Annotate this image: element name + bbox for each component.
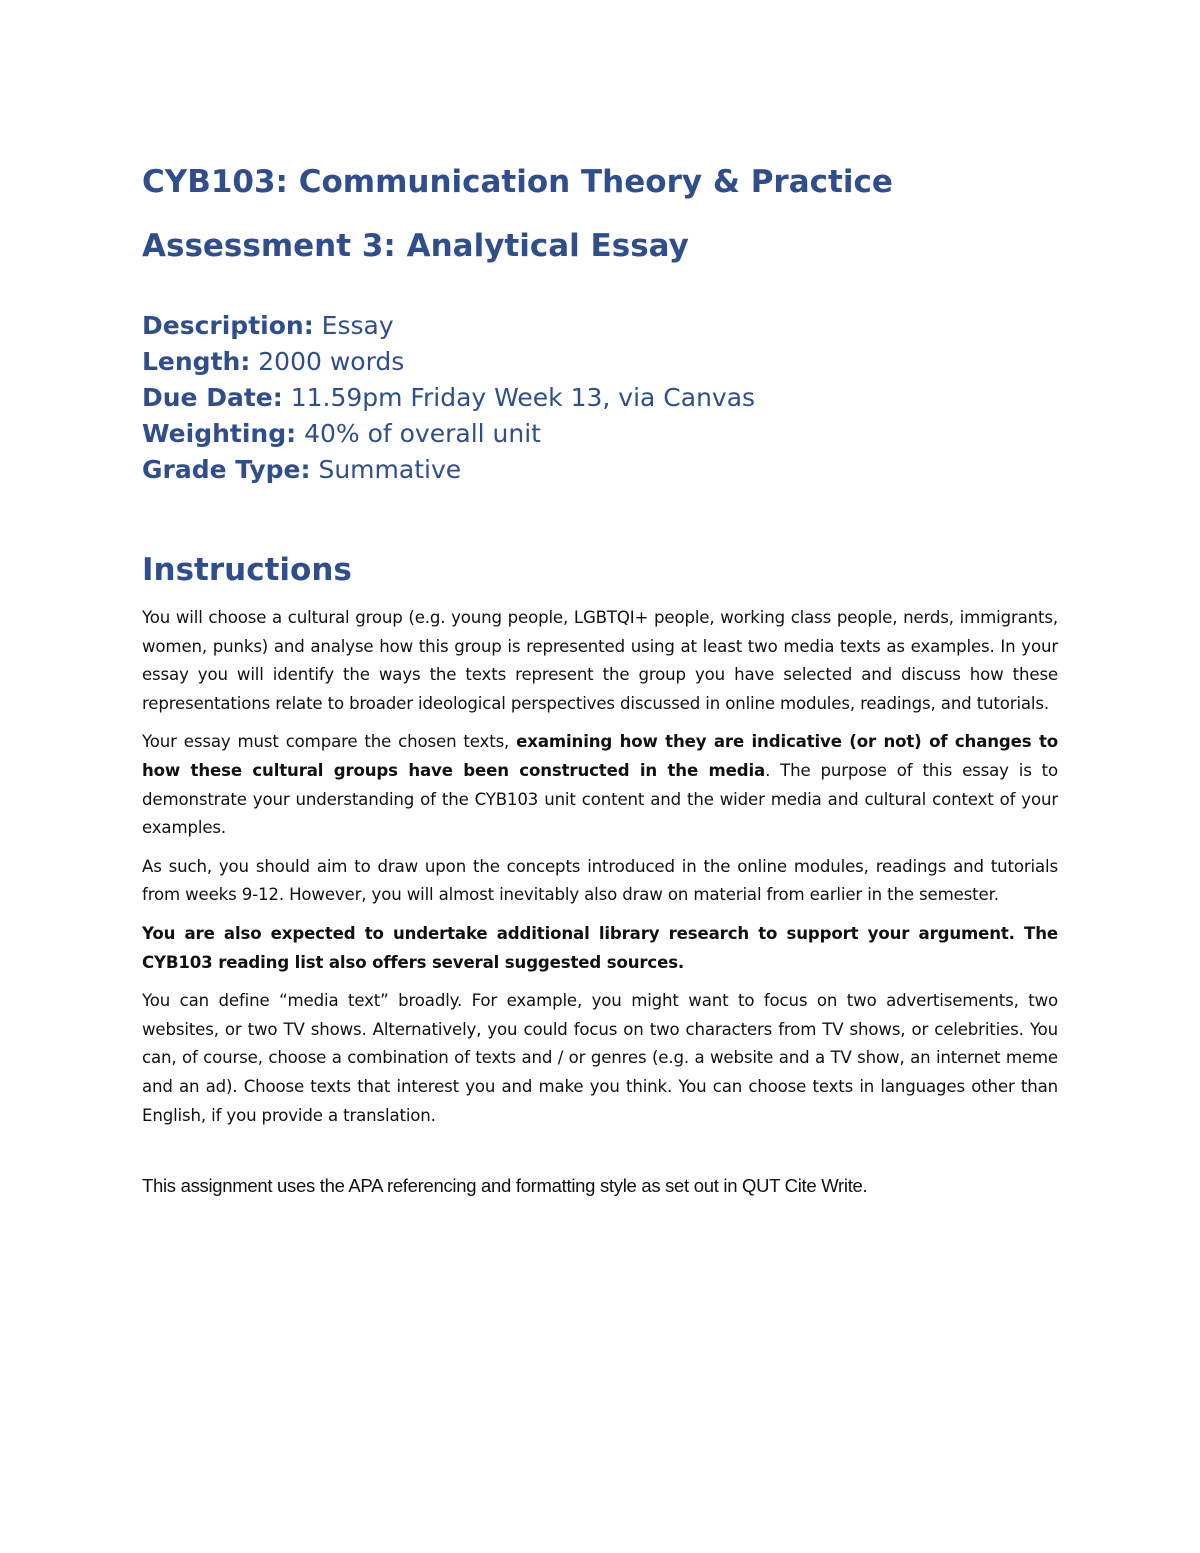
- detail-value: 11.59pm Friday Week 13, via Canvas: [282, 383, 756, 412]
- instructions-paragraph-2: [142, 728, 1058, 842]
- document-content: [142, 160, 1058, 1200]
- detail-length: [142, 344, 1058, 380]
- paragraph-2-end: . The purpose of this essay is to demonstrate your understanding of the CYB103 unit content and the wider media and cultural context of your examples.: [142, 760, 1059, 838]
- assessment-details: [142, 308, 1058, 488]
- detail-value: 2000 words: [250, 347, 405, 376]
- instructions-paragraph-1: You will choose a cultural group (e.g. young people, LGBTQI+ people, working class people, nerds, immigrants, women, punks) and analyse how this group is represented using at least two media texts as examples. In your essay you will identify the ways the texts represent the group you have selected and discuss how these representations relate to broader ideological perspectives discussed in online modules, readings, and tutorials.: [142, 608, 1058, 713]
- detail-label: Grade Type:: [142, 455, 311, 484]
- detail-value: Essay: [313, 311, 394, 340]
- instructions-paragraph-4: You are also expected to undertake additional library research to support your argument. The CYB103 reading list also offers several suggested sources.: [142, 923, 1058, 972]
- detail-label: Length:: [142, 347, 251, 376]
- paragraph-2-start: Your essay must compare the chosen texts,: [142, 732, 517, 752]
- unit-title: CYB103: Communication Theory & Practice: [142, 164, 893, 200]
- detail-value: Summative: [310, 455, 462, 484]
- detail-value: 40% of overall unit: [296, 419, 541, 448]
- detail-due-date: [142, 380, 1058, 416]
- instructions-heading: Instructions: [142, 552, 352, 588]
- detail-description: [142, 308, 1058, 344]
- instructions-paragraph-5: You can define “media text” broadly. For example, you might want to focus on two advertisements, two websites, or two TV shows. Alternatively, you could focus on two characters from TV shows, or celebrities. You can, of course, choose a combination of texts and / or genres (e.g. a website and a TV show, an internet meme and an ad). Choose texts that interest you and make you think. You can choose texts in languages other than English, if you provide a translation.: [142, 991, 1058, 1125]
- detail-label: Due Date:: [142, 383, 283, 412]
- detail-label: Weighting:: [142, 419, 297, 448]
- paragraph-2-emphasis: examining how they are indicative (or not) of changes to how these cultural groups have been constructed in the media: [142, 732, 1058, 780]
- detail-weighting: [142, 416, 1058, 452]
- instructions-paragraph-3: As such, you should aim to draw upon the concepts introduced in the online modules, readings and tutorials from weeks 9-12. However, you will almost inevitably also draw on material from earlier in the semester.: [142, 856, 1058, 905]
- detail-label: Description:: [142, 311, 314, 340]
- assessment-title: Assessment 3: Analytical Essay: [142, 228, 689, 264]
- referencing-note: This assignment uses the APA referencing and formatting style as set out in QUT Cite Write.: [142, 1175, 868, 1197]
- detail-grade-type: [142, 452, 1058, 488]
